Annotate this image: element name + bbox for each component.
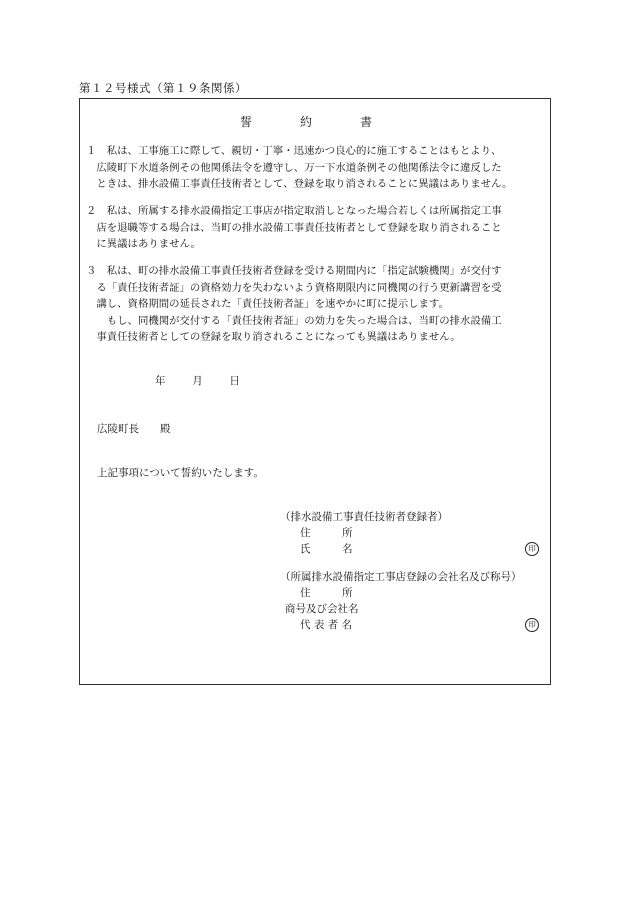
company-representative-label: 代 表 者 名	[300, 619, 353, 631]
clause-1: １ 私は、工事施工に際して、親切・丁寧・迅速かつ良心的に施工することはもとより、 広陵町下水道条例その他関係法令を遵守し、万一下水道条例その他関係法令に違反した ときは、排水設備工事責任技術者として、登録を取り消されることに異議はありません。	[86, 145, 513, 190]
company-trade-name-label: 商号及び会社名	[285, 603, 359, 615]
company-heading: （所属排水設備指定工事店登録の会社名及び称号）	[280, 571, 522, 583]
registrant-seal-icon: 印	[525, 542, 539, 556]
company-address-label: 住 所	[300, 587, 353, 599]
date-month: 月	[192, 375, 203, 387]
clause-3: ３ 私は、町の排水設備工事責任技術者登録を受ける期間内に「指定試験機関」が交付す る「責任技術者証」の資格効力を失わないよう資格期限内に同機関の行う更新講習を受 講し、資格期間の延長された「責任技術者証」を速やかに町に提示します。 もし、同機関が交付する「責任技術者証」の効力を失った場合は、当町の排水設備工 事責任技術者としての登録を取り消されることになっても異議はありません。	[86, 265, 502, 343]
date-year: 年	[155, 375, 166, 387]
registrant-address-label: 住 所	[300, 527, 353, 539]
pledge-statement: 上記事項について誓約いたします。	[97, 467, 264, 479]
document-title: 誓 約 書	[239, 115, 390, 129]
registrant-name-label: 氏 名	[300, 543, 353, 555]
date-day: 日	[229, 375, 240, 387]
company-seal-icon: 印	[525, 618, 539, 632]
pledge-document-frame	[79, 98, 551, 685]
form-number: 第１２号様式（第１９条関係）	[79, 81, 247, 95]
registrant-heading: （排水設備工事責任技術者登録者）	[280, 511, 448, 523]
date-line	[155, 373, 240, 388]
addressee: 広陵町長 殿	[97, 423, 171, 435]
clause-2: ２ 私は、所属する排水設備指定工事店が指定取消しとなった場合若しくは所属指定工事 店を退職等する場合は、当町の排水設備工事責任技術者として登録を取り消されること に異議はありません。	[86, 205, 502, 250]
